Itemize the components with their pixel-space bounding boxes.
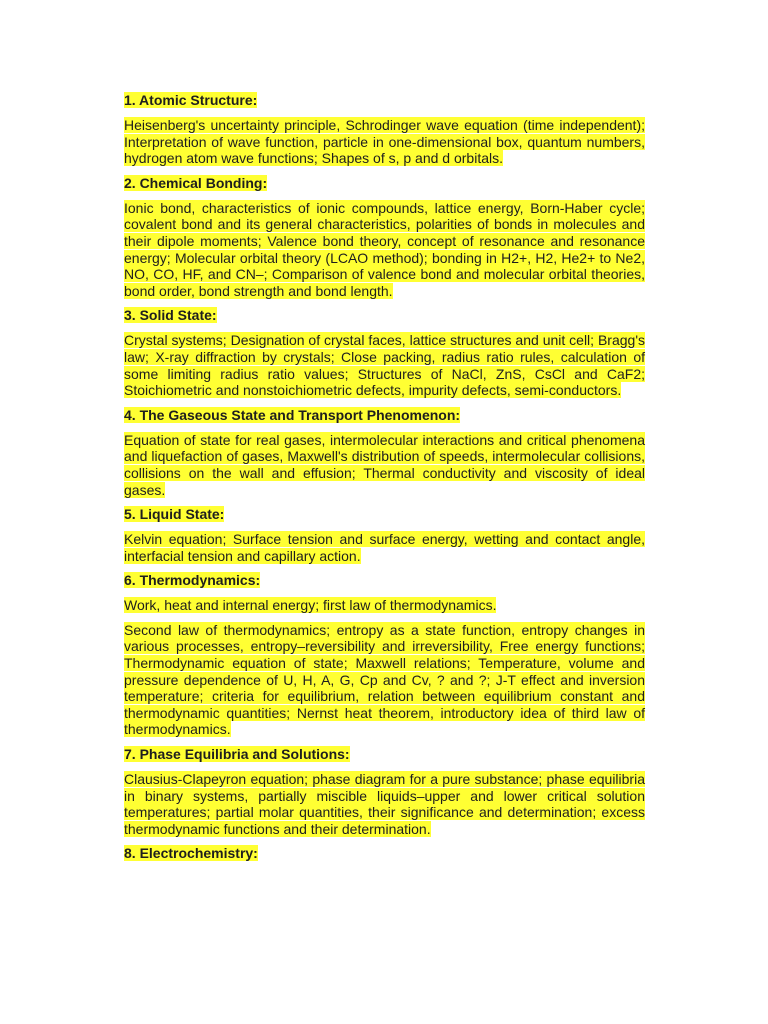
section-paragraph-atomic-structure: Heisenberg's uncertainty principle, Schrodinger wave equation (time independent); Interpretation of wave function, particle in one-dimensional box, quantum numbers, hydrogen atom wave functions; Shapes of s, p and d orbitals.: [124, 117, 645, 167]
section-paragraph-phase-equilibria: Clausius-Clapeyron equation; phase diagram for a pure substance; phase equilibria in binary systems, partially miscible liquids–upper and lower critical solution temperatures; partial molar quantities, their significance and determination; excess thermodynamic functions and their determination.: [124, 771, 645, 837]
section-paragraph-thermodynamics-second-law: Second law of thermodynamics; entropy as a state function, entropy changes in various processes, entropy–reversibility and irreversibility, Free energy functions; Thermodynamic equation of state; Maxwell relations; Temperature, volume and pressure dependence of U, H, A, G, Cp and Cv, ? and ?; J-T effect and inversion temperature; criteria for equilibrium, relation between equilibrium constant and thermodynamic quantities; Nernst heat theorem, introductory idea of third law of thermodynamics.: [124, 621, 645, 738]
section-paragraph-liquid-state: Kelvin equation; Surface tension and surface energy, wetting and contact angle, interfacial tension and capillary action.: [124, 531, 645, 564]
section-paragraph-chemical-bonding: Ionic bond, characteristics of ionic compounds, lattice energy, Born-Haber cycle; covalent bond and its general characteristics, polarities of bonds in molecules and their dipole moments; Valence bond theory, concept of resonance and resonance energy; Molecular orbital theory (LCAO method); bonding in H2+, H2, He2+ to Ne2, NO, CO, HF, and CN–; Comparison of valence bond and molecular orbital theories, bond order, bond strength and bond length.: [124, 199, 645, 299]
section-paragraph-thermodynamics-first-law: Work, heat and internal energy; first law of thermodynamics.: [124, 597, 497, 614]
section-paragraph-solid-state: Crystal systems; Designation of crystal faces, lattice structures and unit cell; Bragg's law; X-ray diffraction by crystals; Close packing, radius ratio rules, calculation of some limiting radius ratio values; Structures of NaCl, ZnS, CsCl and CaF2; Stoichiometric and nonstoichiometric defects, impurity defects, semi-conductors.: [124, 332, 645, 399]
section-heading-electrochemistry: 8. Electrochemistry:: [124, 845, 258, 862]
section-heading-thermodynamics: 6. Thermodynamics:: [124, 572, 261, 589]
section-heading-chemical-bonding: 2. Chemical Bonding:: [124, 174, 268, 191]
section-heading-liquid-state: 5. Liquid State:: [124, 506, 225, 523]
section-heading-phase-equilibria: 7. Phase Equilibria and Solutions:: [124, 746, 350, 763]
section-paragraph-gaseous-state: Equation of state for real gases, intermolecular interactions and critical phenomena and liquefaction of gases, Maxwell's distribution of speeds, intermolecular collisions, collisions on the wall and effusion; Thermal conductivity and viscosity of ideal gases.: [124, 431, 645, 498]
section-heading-gaseous-state: 4. The Gaseous State and Transport Phenomenon:: [124, 406, 461, 423]
document-page: [124, 92, 645, 870]
section-heading-atomic-structure: 1. Atomic Structure:: [124, 92, 258, 108]
section-heading-solid-state: 3. Solid State:: [124, 307, 217, 324]
